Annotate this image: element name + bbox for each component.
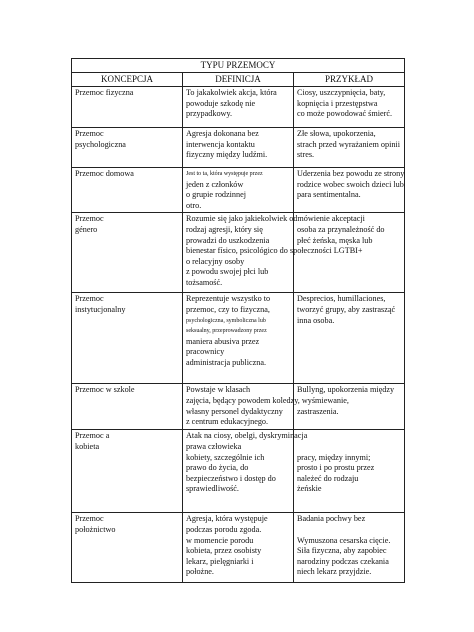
cell-text-line: płeć żeńska, męska lub: [297, 235, 373, 245]
example-cell: [294, 513, 405, 583]
table-row: [72, 293, 405, 384]
cell-text-line: tworzyć grupy, aby zastrasząć: [297, 304, 396, 314]
cell-text-line: [297, 442, 401, 453]
cell-text-line: kobiety, szczególnie ich: [186, 452, 265, 462]
cell-text-line: bezpieczeństwo i dostęp do: [186, 473, 276, 483]
cell-text-line: fizyczny między ludźmi.: [186, 150, 268, 160]
cell-text-line: Siła fizyczna, aby zapobiec: [297, 546, 387, 556]
cell-text-line: Atak na ciosy, obelgi, dyskryminacja: [186, 431, 308, 441]
cell-text-line: sprawiedliwość.: [186, 484, 239, 494]
cell-text-line: Przemoc: [75, 514, 104, 524]
cell-text-line: maniera abusiva przez: [186, 336, 260, 346]
example-cell: [294, 384, 405, 430]
cell-text-line: Rozumie się jako jakiekolwiek odmówienie akceptacji: [186, 214, 365, 224]
cell-text-line: bienestar físico, psicológico do społeczności LGTBI+: [186, 246, 363, 256]
violence-types-table: [71, 58, 405, 583]
table-row: [72, 384, 405, 430]
example-cell: [294, 128, 405, 168]
table-body: [72, 87, 405, 583]
cell-text-line: pracy, między innymi;: [297, 452, 371, 462]
cell-text-line: przypadkowy.: [186, 109, 233, 119]
cell-text-line: administracja publiczna.: [186, 357, 267, 367]
table-row: [72, 513, 405, 583]
cell-text-line: [297, 278, 401, 289]
cell-text-line: Ciosy, uszczypnięcia, baty,: [297, 88, 386, 97]
cell-text-line: prosto i po prostu przez: [297, 463, 375, 473]
cell-text-line: tożsamość.: [186, 277, 223, 287]
cell-text-line: Bullyng, upokorzenia między: [297, 385, 395, 395]
cell-text-line: przemoc, czy to fizyczna,: [186, 304, 270, 314]
cell-text-line: zajęcia, będący powodem koledzy, wyśmiewanie,: [186, 395, 349, 405]
cell-text-line: kobieta, przez osobisty: [186, 546, 262, 556]
concept-cell: [72, 384, 183, 430]
concept-cell: [72, 128, 183, 168]
cell-text-line: Przemoc: [75, 294, 104, 304]
cell-text-line: powoduje szkodę nie: [186, 98, 256, 108]
concept-cell: [72, 168, 183, 213]
concept-cell: [72, 430, 183, 513]
cell-text-line: seksualny, przeprowadzony przez: [186, 328, 267, 335]
table-row: [72, 87, 405, 128]
cell-text-line: Przemoc domowa: [75, 169, 134, 178]
cell-text-line: Jest to ta, która występuje przez: [186, 171, 263, 177]
cell-text-line: z centrum edukacyjnego.: [186, 417, 269, 427]
cell-text-line: stres.: [297, 150, 315, 160]
cell-text-line: psychologiczna, symboliczna lub: [186, 317, 266, 324]
cell-text-line: interwencja kontaktu: [186, 139, 255, 149]
cell-text-line: podczas porodu zgoda.: [186, 524, 262, 534]
definition-cell: [183, 87, 294, 128]
definition-cell: [183, 168, 294, 213]
cell-text-line: położnictwo: [75, 524, 116, 534]
cell-text-line: pracownicy: [186, 347, 225, 357]
cell-text-line: prawo do życia, do: [186, 463, 249, 473]
document-page: [71, 58, 405, 583]
cell-text-line: strach przed wyrażaniem opinii: [297, 139, 400, 149]
header-definition: DEFINICJA: [183, 73, 294, 87]
cell-text-line: para sentimentalna.: [297, 190, 361, 200]
table-row: [72, 430, 405, 513]
cell-text-line: Przemoc a: [75, 431, 110, 441]
cell-text-line: [297, 267, 401, 278]
cell-text-line: prawa człowieka: [186, 441, 242, 451]
concept-cell: [72, 213, 183, 293]
cell-text-line: Przemoc w szkole: [75, 385, 135, 395]
cell-text-line: o relacyjny osoby: [186, 256, 245, 266]
cell-text-line: należeć do rodzaju: [297, 473, 359, 483]
table-title: TYPU PRZEMOCY: [72, 59, 405, 73]
cell-text-line: otro.: [186, 200, 202, 210]
cell-text-line: [297, 257, 401, 268]
table-row: [72, 213, 405, 293]
cell-text-line: género: [75, 224, 98, 234]
cell-text-line: Złe słowa, upokorzenia,: [297, 129, 376, 138]
cell-text-line: Agresja dokonana bez: [186, 129, 259, 138]
definition-cell: [183, 430, 308, 513]
definition-cell: [183, 293, 294, 384]
cell-text-line: o grupie rodzinnej: [186, 190, 247, 200]
concept-cell: [72, 513, 183, 583]
cell-text-line: Desprecios, humillaciones,: [297, 294, 386, 304]
cell-text-line: jeden z członków: [186, 179, 244, 189]
cell-text-line: co może powodować śmierć.: [297, 109, 393, 119]
cell-text-line: [297, 431, 401, 442]
table-row: [72, 168, 405, 213]
cell-text-line: Powstaje w klasach: [186, 385, 251, 395]
concept-cell: [72, 87, 183, 128]
cell-text-line: Agresja, która występuje: [186, 514, 268, 524]
cell-text-line: narodziny podczas czekania: [297, 556, 389, 566]
cell-text-line: rodzaj agresji, który się: [186, 224, 263, 234]
cell-text-line: To jakakolwiek akcja, która: [186, 88, 277, 97]
table-row: [72, 128, 405, 168]
definition-cell: [183, 513, 294, 583]
cell-text-line: Badania pochwy bez: [297, 514, 366, 524]
cell-text-line: własny personel dydaktyczny: [186, 406, 283, 416]
cell-text-line: lekarz, pielęgniarki i: [186, 556, 254, 566]
cell-text-line: psychologiczna: [75, 139, 126, 149]
cell-text-line: Przemoc: [75, 214, 104, 224]
example-cell: [294, 168, 405, 213]
example-cell: [294, 293, 405, 384]
cell-text-line: prowadzi do uszkodzenia: [186, 235, 270, 245]
cell-text-line: kobieta: [75, 441, 100, 451]
cell-text-line: żeńskie: [297, 484, 322, 494]
definition-cell: [183, 128, 294, 168]
cell-text-line: z powodu swojej płci lub: [186, 267, 269, 277]
cell-text-line: zastraszenia.: [297, 406, 339, 416]
cell-text-line: kopnięcia i przestępstwa: [297, 98, 378, 108]
cell-text-line: Przemoc: [75, 129, 104, 138]
example-cell: [294, 87, 405, 128]
cell-text-line: Uderzenia bez powodu ze strony: [297, 169, 405, 178]
cell-text-line: Wymuszona cesarska cięcie.: [297, 535, 391, 545]
cell-text-line: niech lekarz przyjdzie.: [297, 567, 372, 577]
header-concept: KONCEPCJA: [72, 73, 183, 87]
cell-text-line: instytucjonalny: [75, 304, 126, 314]
cell-text-line: położne.: [186, 567, 214, 577]
cell-text-line: Reprezentuje wszystko to: [186, 294, 271, 304]
cell-text-line: rodzice wobec swoich dzieci lub: [297, 179, 404, 189]
cell-text-line: inna osoba.: [297, 315, 335, 325]
cell-text-line: Przemoc fizyczna: [75, 88, 134, 97]
cell-text-line: w momencie porodu: [186, 535, 254, 545]
concept-cell: [72, 293, 183, 384]
cell-text-line: [297, 525, 401, 536]
example-cell: [294, 430, 405, 513]
cell-text-line: osoba za przynależność do: [297, 224, 385, 234]
header-example: PRZYKŁAD: [294, 73, 405, 87]
